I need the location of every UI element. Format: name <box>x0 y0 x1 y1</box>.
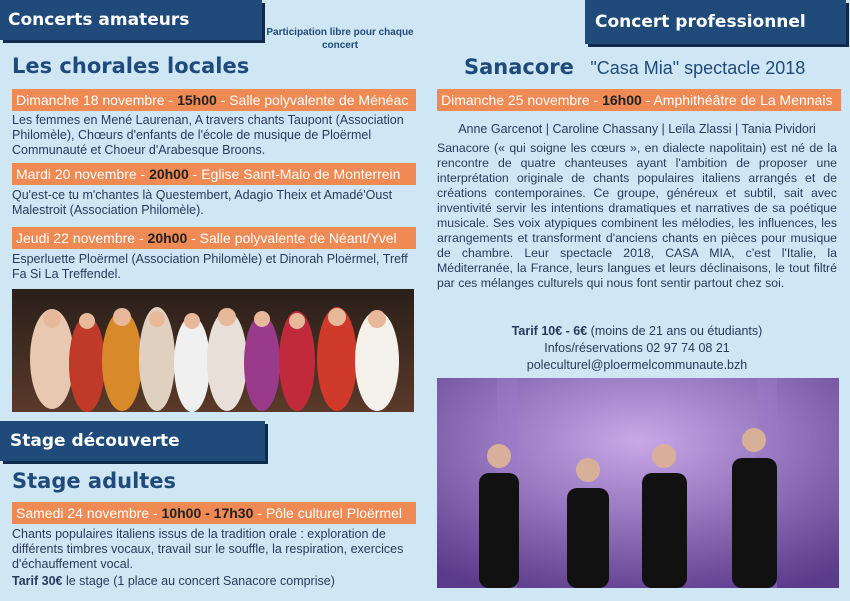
pro-event-bar <box>437 89 841 111</box>
stage-tab: Stage découverte <box>0 421 265 461</box>
sanacore-subtitle: "Casa Mia" spectacle 2018 <box>590 58 806 78</box>
event-place: - Salle polyvalente de Ménéac <box>216 92 409 108</box>
choir-photo <box>12 289 414 412</box>
infos-line: Infos/réservations 02 97 74 08 21 <box>544 341 730 355</box>
stage-place: - Pôle culturel Ploërmel <box>253 505 402 521</box>
event-date: Jeudi 22 novembre - <box>16 230 148 246</box>
tarif-label: Tarif 10€ - 6€ <box>511 324 588 338</box>
event-bar-2 <box>12 163 416 185</box>
stage-time: 10h00 - 17h30 <box>161 505 254 521</box>
pro-tab: Concert professionnel <box>585 0 846 44</box>
event-desc-3: Esperluette Ploërmel (Association Philomèle) et Dinorah Ploërmel, Treff Fa Si La Treffendel. <box>12 252 408 281</box>
event-time: 20h00 <box>147 230 188 246</box>
email-link[interactable]: poleculturel@ploermelcommunaute.bzh <box>526 358 748 372</box>
event-desc-1: Les femmes en Mené Laurenan, A travers chants Taupont (Association Philomèle), Chœurs d'enfants de l'école de musique de Ploërmel Communauté et Choeur d'Arabesque Broons. <box>12 113 404 157</box>
tarif-rest: (moins de 21 ans ou étudiants) <box>587 324 763 338</box>
sanacore-photo <box>437 378 839 588</box>
event-desc-2: Qu'est-ce tu m'chantes là Questembert, Adagio Theix et Amadé'Oust Malestroit (Association Philomèle). <box>12 188 393 217</box>
stage-desc: Chants populaires italiens issus de la tradition orale : exploration de différents timbres vocaux, travail sur le souffle, la respiration, exercices d'échauffement vocal. <box>12 527 404 571</box>
event-time: 15h00 <box>177 92 217 108</box>
stage-tarif-rest: le stage (1 place au concert Sanacore comprise) <box>62 574 335 588</box>
stage-bar <box>12 502 416 524</box>
event-place: - Eglise Saint-Malo de Monterrein <box>188 166 401 182</box>
stage-tarif-label: Tarif 30€ <box>12 574 63 588</box>
stage-date: Samedi 24 novembre - <box>16 505 162 521</box>
tarif-line <box>437 324 837 339</box>
event-bar-3 <box>12 227 416 249</box>
chorales-title: Les chorales locales <box>12 54 250 78</box>
participation-note: Participation libre pour chaque concert <box>266 27 414 51</box>
stage-title: Stage adultes <box>12 469 177 493</box>
event-bar-1 <box>12 89 416 111</box>
sanacore-desc: Sanacore (« qui soigne les cœurs », en dialecte napolitain) est né de la rencontre de quatre chanteuses ayant l'ambition de proposer une interprétation originale de chants populaires italiens arrangés et de créations contemporaines. Ce groupe, généreux et subtil, sait avec inventivité servir les intentions dramatiques et narratives de sa poétique musicale. Ses voix atypiques combinent les mélodies, les influences, les arrangements et transforment d'anciens chants en pièces pour musique de chambre. Leur spectacle 2018, CASA MIA, c'est l'Italie, la Méditerranée, la France, leurs langues et leurs déclinaisons, le tout filtré par ces mélanges culturels qui nous font sentir partout chez soi. <box>437 141 837 290</box>
amateur-tab: Concerts amateurs <box>0 0 262 40</box>
pro-time: 16h00 <box>602 92 642 108</box>
sanacore-heading <box>464 55 805 79</box>
sanacore-title: Sanacore <box>464 55 574 79</box>
stage-tarif <box>12 574 412 589</box>
artists-line: Anne Garcenot | Caroline Chassany | Leïla Zlassi | Tania Pividori <box>458 122 816 136</box>
pro-place: - Amphithéâtre de La Mennais <box>641 92 833 108</box>
event-time: 20h00 <box>149 166 189 182</box>
event-date: Mardi 20 novembre - <box>16 166 150 182</box>
event-place: - Salle polyvalente de Néant/Yvel <box>187 230 397 246</box>
pro-date: Dimanche 25 novembre - <box>441 92 603 108</box>
event-date: Dimanche 18 novembre - <box>16 92 178 108</box>
